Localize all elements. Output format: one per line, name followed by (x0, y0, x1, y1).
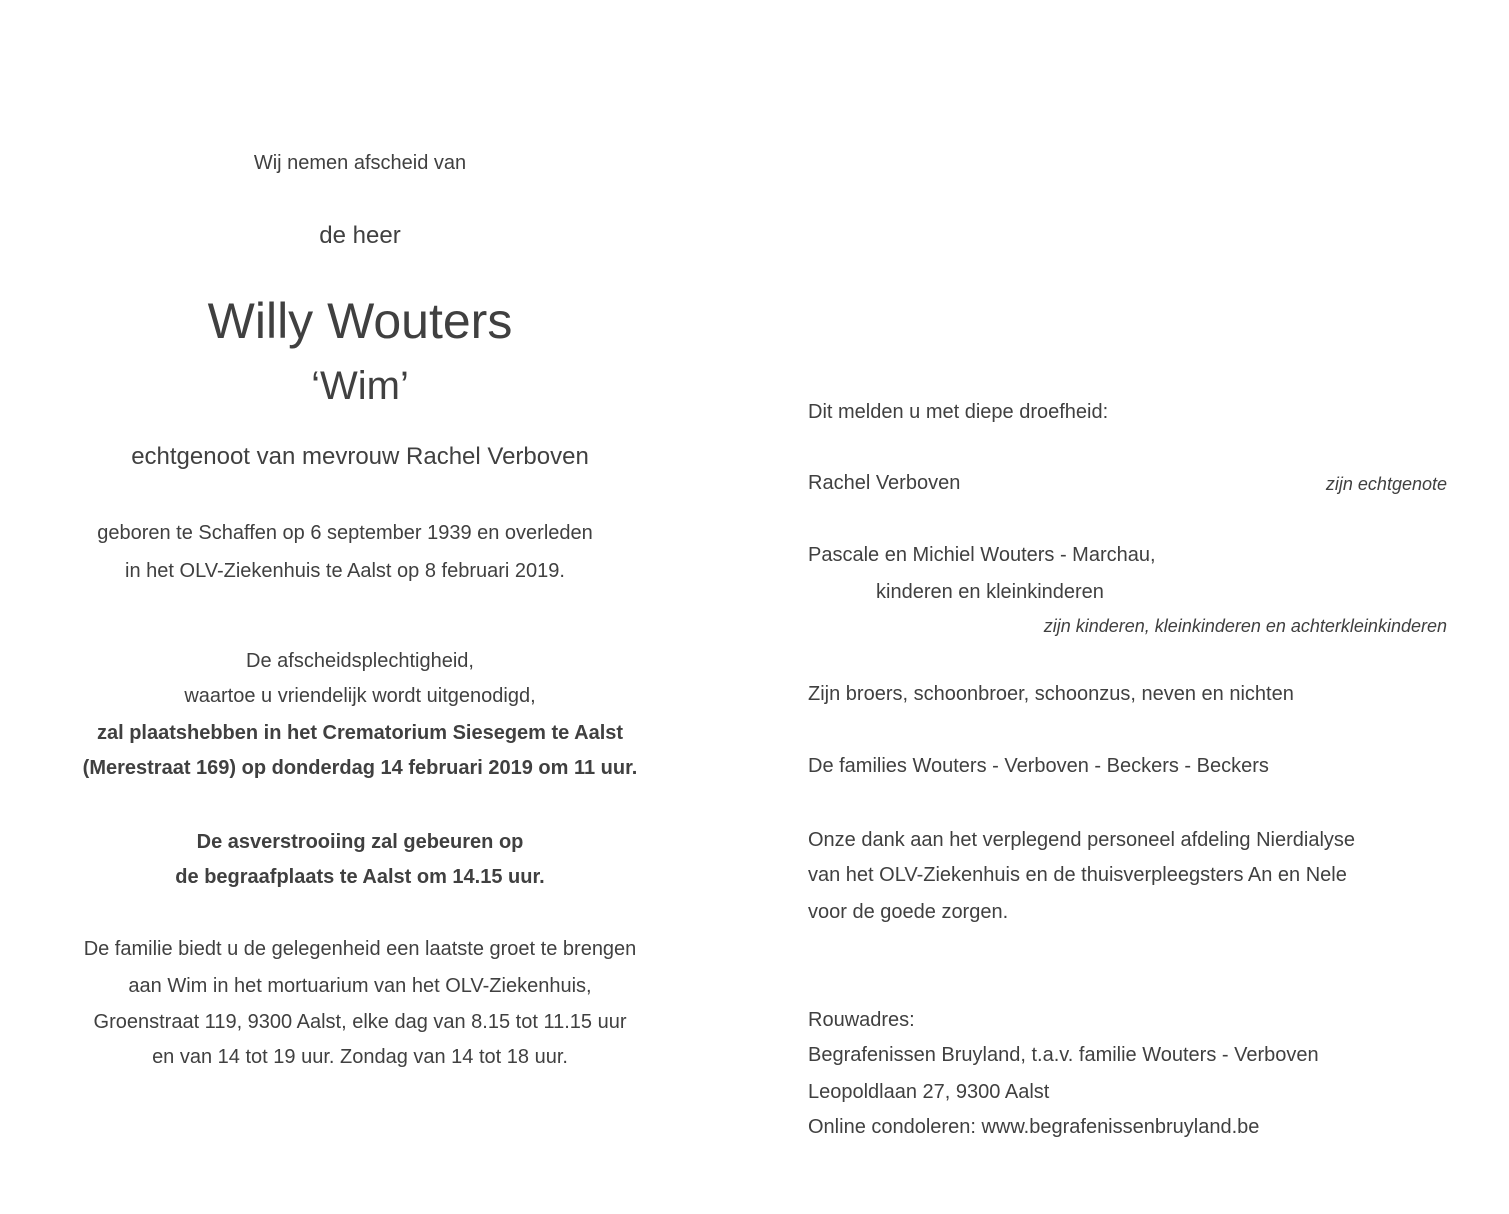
visit-line-1: De familie biedt u de gelegenheid een laatste groet te brengen (83, 938, 637, 960)
wife-role: zijn echtgenote (1325, 474, 1447, 494)
announce-line: Dit melden u met diepe droefheid: (808, 401, 1109, 423)
ceremony-line-4: (Merestraat 169) op donderdag 14 februari 2019 om 11 uur. (82, 757, 638, 779)
ceremony-line-1: De afscheidsplechtigheid, (246, 650, 474, 672)
spouse-line: echtgenoot van mevrouw Rachel Verboven (131, 443, 589, 470)
visit-line-2: aan Wim in het mortuarium van het OLV-Ziekenhuis, (128, 975, 592, 997)
address-line-3: Online condoleren: www.begrafenissenbruyland.be (808, 1116, 1260, 1138)
scatter-line-1: De asverstrooiing zal gebeuren op (196, 831, 524, 853)
address-line-1: Begrafenissen Bruyland, t.a.v. familie Wouters - Verboven (808, 1044, 1319, 1066)
address-label: Rouwadres: (808, 1009, 915, 1031)
ceremony-line-2: waartoe u vriendelijk wordt uitgenodigd, (184, 685, 536, 707)
thanks-line-2: van het OLV-Ziekenhuis en de thuisverpleegsters An en Nele (808, 864, 1347, 886)
families-line: De families Wouters - Verboven - Beckers - Beckers (808, 755, 1269, 777)
visit-line-4: en van 14 tot 19 uur. Zondag van 14 tot 18 uur. (152, 1046, 568, 1068)
wife-name: Rachel Verboven (808, 472, 961, 494)
children-line-2: kinderen en kleinkinderen (876, 581, 1104, 603)
birth-line-2: in het OLV-Ziekenhuis te Aalst op 8 februari 2019. (125, 560, 565, 582)
birth-line-1: geboren te Schaffen op 6 september 1939 en overleden (97, 522, 593, 544)
address-line-2: Leopoldlaan 27, 9300 Aalst (808, 1081, 1050, 1103)
thanks-line-1: Onze dank aan het verplegend personeel afdeling Nierdialyse (808, 829, 1356, 851)
siblings-line: Zijn broers, schoonbroer, schoonzus, neven en nichten (808, 683, 1294, 705)
nickname: ‘Wim’ (311, 364, 409, 408)
intro-text: Wij nemen afscheid van (253, 152, 467, 174)
thanks-line-3: voor de goede zorgen. (808, 901, 1009, 923)
scatter-line-2: de begraafplaats te Aalst om 14.15 uur. (175, 866, 545, 888)
ceremony-line-3: zal plaatshebben in het Crematorium Siesegem te Aalst (96, 722, 624, 744)
children-line-1: Pascale en Michiel Wouters - Marchau, (808, 544, 1156, 566)
children-role: zijn kinderen, kleinkinderen en achterkleinkinderen (1043, 616, 1447, 636)
title-text: de heer (319, 222, 401, 249)
deceased-name: Willy Wouters (207, 293, 513, 349)
visit-line-3: Groenstraat 119, 9300 Aalst, elke dag van 8.15 tot 11.15 uur (93, 1011, 627, 1033)
